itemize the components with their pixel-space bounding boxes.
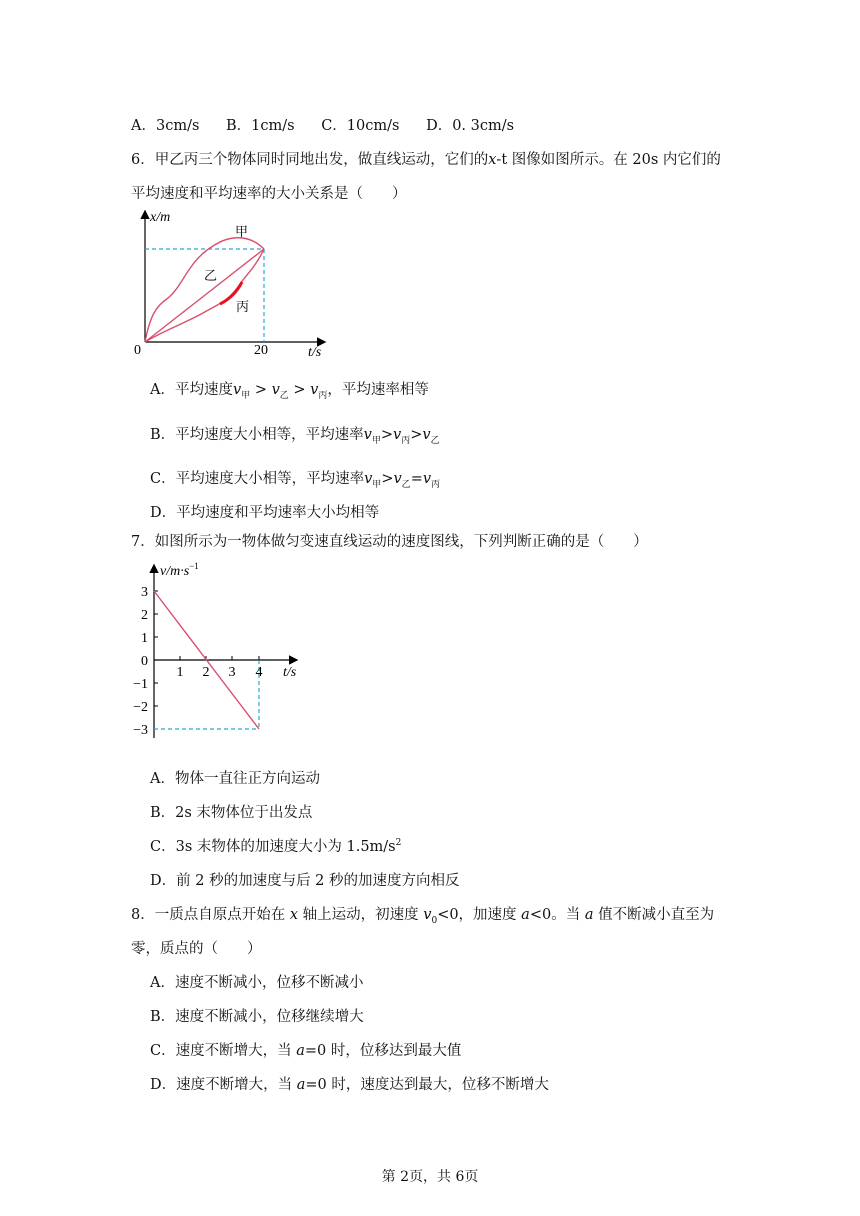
q6-x-tick-20: 20 xyxy=(254,343,268,358)
q5-options xyxy=(131,114,536,135)
q7-stem: 7．如图所示为一物体做匀变速直线运动的速度图线，下列判断正确的是（ ） xyxy=(131,534,648,550)
q8-stem-line1: 8．一质点自原点开始在 x 轴上运动，初速度 $v_0<0$，加速度 a<0。当 a 值不断减小直至为 xyxy=(131,907,715,926)
q8-option-d: D．速度不断增大，当 a=0 时，速度达到最大，位移不断增大 xyxy=(150,1077,549,1093)
q6-origin-label: 0 xyxy=(134,343,141,358)
q6-option-d: D．平均速度和平均速率大小均相等 xyxy=(150,505,380,521)
svg-text:1: 1 xyxy=(176,665,184,680)
q6-label-jia: 甲 xyxy=(235,224,249,239)
svg-text:4: 4 xyxy=(255,665,263,680)
q6-option-a: A．平均速度$v_甲 > v_乙 > v_丙$，平均速率相等 xyxy=(150,382,429,401)
svg-text:−3: −3 xyxy=(133,723,148,738)
svg-text:2: 2 xyxy=(202,665,210,680)
q6-label-bing: 丙 xyxy=(236,299,250,314)
q7-option-a: A．物体一直往正方向运动 xyxy=(150,771,320,787)
svg-text:1: 1 xyxy=(141,631,148,646)
q8-option-a: A．速度不断减小，位移不断减小 xyxy=(150,975,364,991)
q7-y-tick-labels xyxy=(133,585,148,738)
q8-option-c: C．速度不断增大，当 a=0 时，位移达到最大值 xyxy=(150,1043,462,1059)
q8-stem-line2: 零，质点的（ ） xyxy=(131,941,262,957)
svg-text:3: 3 xyxy=(228,665,236,680)
q7-vt-graph xyxy=(128,558,318,742)
q5-option-a: A．3cm/s xyxy=(131,118,200,134)
q6-label-yi: 乙 xyxy=(204,268,218,283)
svg-text:2: 2 xyxy=(141,608,148,623)
q6-xt-graph xyxy=(128,206,338,360)
q6-option-c: C．平均速度大小相等，平均速率$v_甲>v_乙=v_丙$ xyxy=(150,471,441,490)
page-footer: 第 2页，共 6页 xyxy=(381,1169,479,1185)
q7-option-b: B．2s 末物体位于出发点 xyxy=(150,805,313,821)
q6-x-axis-label: t/s xyxy=(308,345,322,360)
q6-y-axis-label: x/m xyxy=(150,210,171,225)
q6-stem-line1: 6．甲乙丙三个物体同时同地出发，做直线运动，它们的x-t 图像如图所示。在 20s 内它们的 xyxy=(131,152,721,168)
q5-option-b: B．1cm/s xyxy=(226,118,295,134)
q7-y-axis-label: $v/m\cdot s^{-1}$ xyxy=(160,561,199,579)
q8-option-b: B．速度不断减小，位移继续增大 xyxy=(150,1009,364,1025)
svg-text:3: 3 xyxy=(141,585,148,600)
q7-option-d: D．前 2 秒的加速度与后 2 秒的加速度方向相反 xyxy=(150,873,460,889)
svg-text:−1: −1 xyxy=(133,677,148,692)
q6-stem-line2: 平均速度和平均速率的大小关系是（ ） xyxy=(131,186,407,202)
q6-line-yi xyxy=(145,249,264,342)
q5-option-c: C．10cm/s xyxy=(321,118,400,134)
q7-x-axis-label: t/s xyxy=(283,665,297,680)
q5-option-d: D．0. 3cm/s xyxy=(426,118,515,134)
svg-text:0: 0 xyxy=(141,654,148,669)
q6-option-b: B．平均速度大小相等，平均速率$v_甲>v_丙>v_乙$ xyxy=(150,427,440,446)
q7-option-c: C．3s 末物体的加速度大小为 $1.5m/s^2$ xyxy=(150,838,402,855)
svg-text:−2: −2 xyxy=(133,700,148,715)
q6-curve-jia xyxy=(145,238,264,342)
